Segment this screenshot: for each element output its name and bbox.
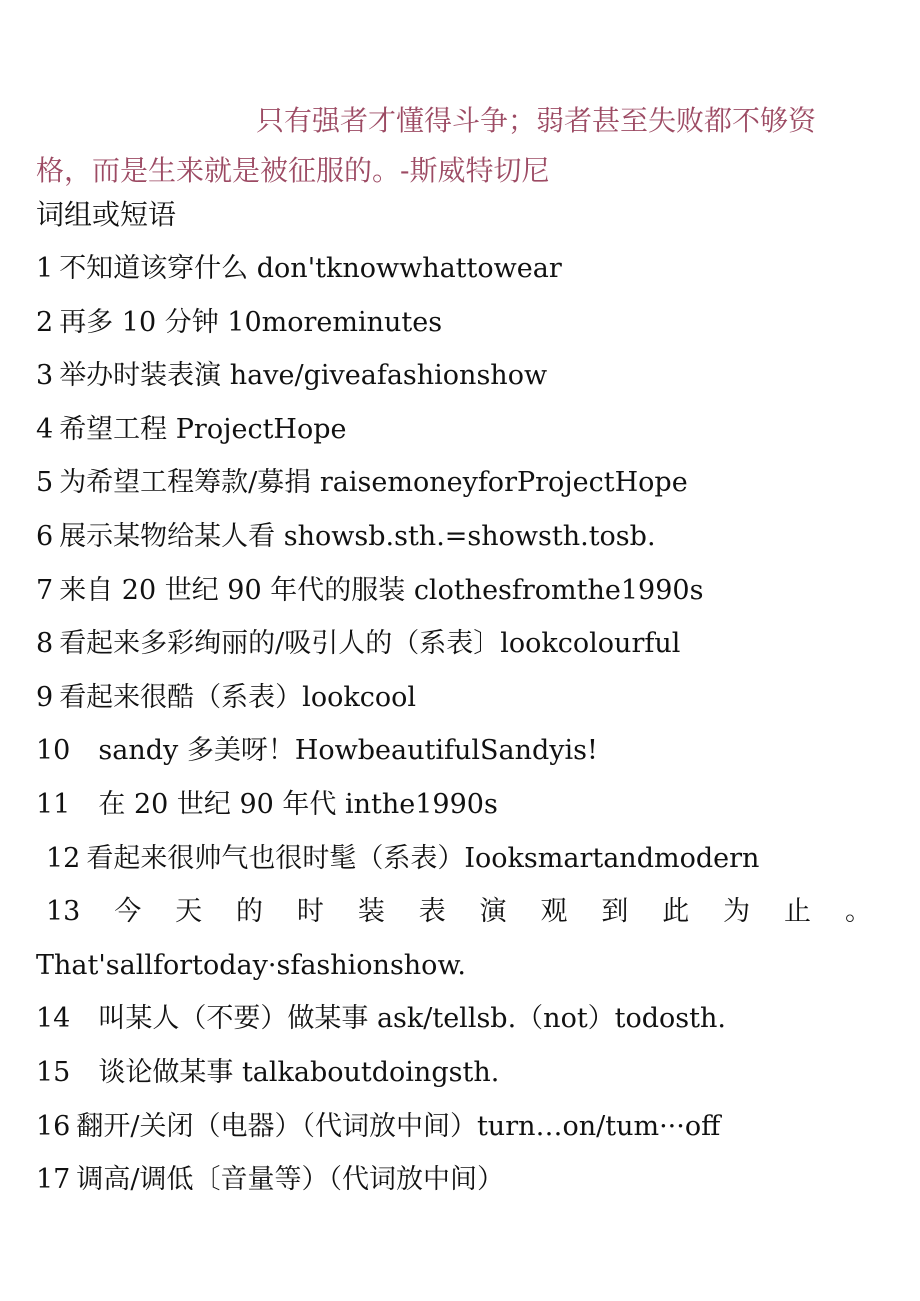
item-text: 希望工程 ProjectHope (59, 413, 347, 445)
item-text: sandy 多美呀！HowbeautifulSandyis! (98, 735, 598, 767)
item-number: 1 (36, 253, 54, 284)
section-heading: 词组或短语 (36, 198, 177, 231)
item-text: 来自 20 世纪 90 年代的服装 clothesfromthe1990s (59, 574, 704, 606)
item-number: 9 (36, 681, 54, 713)
item-text: 不知道该穿什么 don'tknowwhattowear (59, 253, 562, 284)
item-char: 装 (357, 896, 385, 928)
item-number: 11 (36, 788, 71, 820)
list-item (36, 1157, 884, 1211)
item-number: 3 (36, 360, 54, 392)
item-13-chinese-row (36, 889, 884, 943)
quote-text: 只有强者才懂得斗争；弱者甚至失败都不够资格，而是生来就是被征服的。-斯威特切尼 (36, 104, 817, 187)
list-item (36, 621, 884, 675)
item-text: 举办时装表演 have/giveafashionshow (59, 360, 548, 392)
list-item (36, 300, 884, 354)
item-text: That'sallfortoday·sfashionshow. (36, 949, 466, 981)
item-number: 7 (36, 574, 54, 606)
list-item (36, 1104, 884, 1158)
list-item (36, 353, 884, 407)
item-text: 看起来很帅气也很时髦（系表）Iooksmartandmodern (86, 842, 760, 874)
list-item (36, 460, 884, 514)
item-text: 看起来多彩绚丽的/吸引人的（系表〕lookcolourful (59, 628, 681, 660)
item-char: 此 (662, 896, 690, 928)
item-number: 5 (36, 467, 54, 499)
item-char: 表 (418, 896, 446, 928)
item-char: 到 (601, 896, 629, 928)
item-text: 谈论做某事 talkaboutdoingsth. (98, 1056, 500, 1088)
item-number: 14 (36, 1003, 71, 1035)
item-number: 16 (36, 1110, 71, 1142)
list-item (36, 568, 884, 622)
item-char: 。 (844, 896, 872, 928)
item-char: 的 (236, 896, 264, 928)
item-number: 15 (36, 1056, 71, 1088)
item-text: 在 20 世纪 90 年代 inthe1990s (98, 788, 498, 820)
list-item (36, 728, 884, 782)
item-number: 6 (36, 520, 54, 552)
item-char: 观 (540, 896, 568, 928)
item-number: 4 (36, 413, 54, 445)
list-item (36, 514, 884, 568)
item-number: 8 (36, 628, 54, 660)
item-char: 为 (723, 896, 751, 928)
item-char: 天 (175, 896, 203, 928)
list-item (36, 996, 884, 1050)
list-item (36, 1050, 884, 1104)
item-text: 为希望工程筹款/募捐 raisemoneyforProjectHope (59, 467, 688, 499)
list-item (36, 889, 884, 996)
item-char: 时 (296, 896, 324, 928)
item-number: 17 (36, 1164, 71, 1196)
item-text: 叫某人（不要）做某事 ask/tellsb.（not）todosth. (98, 1003, 726, 1035)
item-char: 今 (114, 896, 142, 928)
list-item (36, 246, 884, 300)
item-text: 看起来很酷（系表）lookcool (59, 681, 416, 713)
item-number: 2 (36, 306, 54, 338)
item-number: 10 (36, 735, 71, 767)
item-number: 13 (46, 896, 81, 928)
phrase-list (36, 246, 884, 1211)
item-char: 演 (479, 896, 507, 928)
list-item (36, 782, 884, 836)
item-text: 再多 10 分钟 10moreminutes (59, 306, 443, 338)
item-char: 止 (784, 896, 812, 928)
list-item (36, 675, 884, 729)
item-text: 翻开/关闭（电器）（代词放中间）turn…on/tum···off (76, 1110, 721, 1142)
list-item (36, 836, 884, 890)
item-number: 12 (46, 842, 81, 874)
list-item (36, 407, 884, 461)
item-text: 展示某物给某人看 showsb.sth.=showsth.tosb. (59, 520, 656, 552)
item-text: 调高/调低〔音量等）（代词放中间） (76, 1164, 504, 1196)
